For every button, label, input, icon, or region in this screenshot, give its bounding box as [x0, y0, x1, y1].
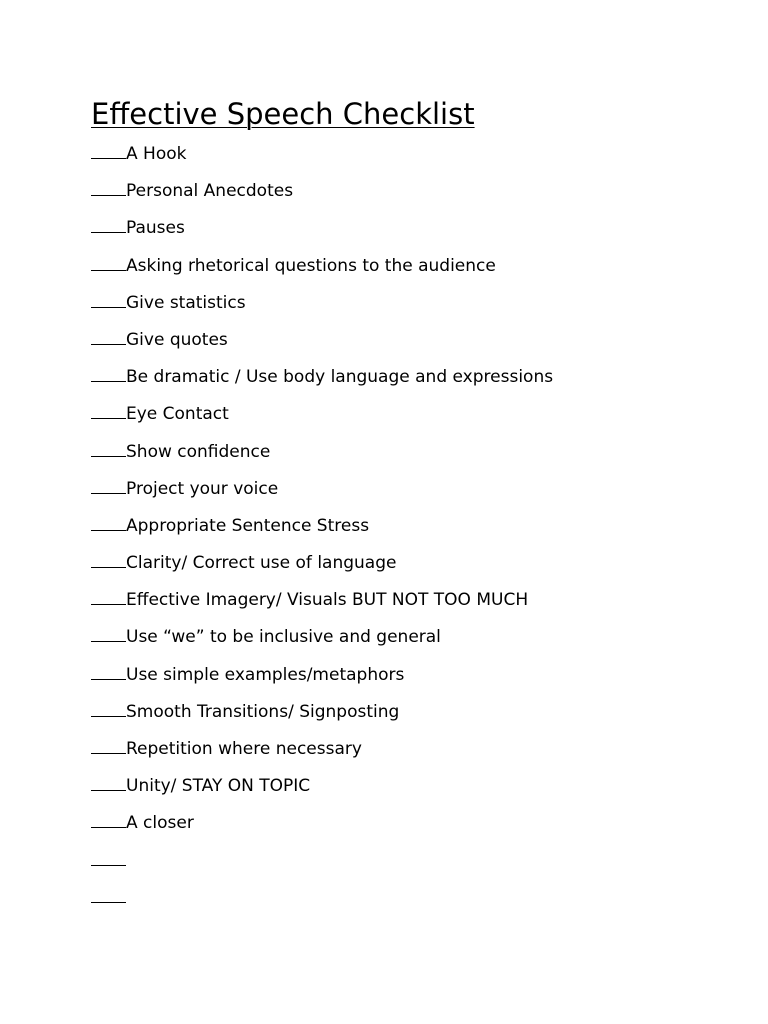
checklist-item-label: Be dramatic / Use body language and expressions — [126, 367, 554, 388]
checklist-item-label: Show confidence — [126, 441, 271, 462]
checklist-item — [91, 440, 751, 477]
checklist-item — [91, 477, 751, 514]
checklist-item-label: A Hook — [126, 144, 187, 164]
document-page — [91, 96, 751, 923]
checklist-item-label: Unity/ STAY ON TOPIC — [126, 776, 311, 797]
checkbox-blank-line — [91, 625, 126, 642]
checklist-item-label: Give statistics — [126, 292, 246, 313]
checklist-item — [91, 142, 751, 179]
checkbox-blank-line — [91, 663, 126, 680]
checklist-item — [91, 402, 751, 439]
checkbox-blank-line — [91, 477, 126, 494]
checklist-item-label: A closer — [126, 813, 194, 834]
checklist-item-label: Eye Contact — [126, 404, 229, 425]
checkbox-blank-line — [91, 774, 126, 791]
checklist-item — [91, 737, 751, 774]
checklist-item-label: Pauses — [126, 218, 185, 239]
checkbox-blank-line — [91, 737, 126, 754]
checklist-item — [91, 663, 751, 700]
checklist-item-label: Personal Anecdotes — [126, 181, 294, 202]
checklist-item — [91, 625, 751, 662]
checkbox-blank-line — [91, 886, 126, 903]
checkbox-blank-line — [91, 811, 126, 828]
checklist-item — [91, 811, 751, 848]
checkbox-blank-line — [91, 514, 126, 531]
checklist-item-empty — [91, 849, 751, 886]
checkbox-blank-line — [91, 216, 126, 233]
checklist-item — [91, 254, 751, 291]
checkbox-blank-line — [91, 551, 126, 568]
checklist-item — [91, 179, 751, 216]
checklist-item — [91, 216, 751, 253]
checklist-item-label: Smooth Transitions/ Signposting — [126, 701, 400, 722]
checklist-item-label: Repetition where necessary — [126, 739, 362, 759]
page-title: Effective Speech Checklist — [91, 97, 475, 131]
checklist-item-label: Use simple examples/metaphors — [126, 664, 405, 685]
checklist-item-label: Clarity/ Correct use of language — [126, 553, 397, 574]
speech-checklist — [91, 142, 751, 923]
checklist-item — [91, 700, 751, 737]
checkbox-blank-line — [91, 254, 126, 271]
checkbox-blank-line — [91, 700, 126, 717]
checkbox-blank-line — [91, 849, 126, 866]
checkbox-blank-line — [91, 179, 126, 196]
checklist-item-empty — [91, 886, 751, 923]
checklist-item-label: Use “we” to be inclusive and general — [126, 627, 441, 648]
checklist-item — [91, 588, 751, 625]
checklist-item — [91, 365, 751, 402]
checkbox-blank-line — [91, 142, 126, 159]
checkbox-blank-line — [91, 365, 126, 382]
checklist-item — [91, 328, 751, 365]
checkbox-blank-line — [91, 328, 126, 345]
checklist-item-label: Asking rhetorical questions to the audience — [126, 255, 496, 276]
checklist-item-label: Effective Imagery/ Visuals BUT NOT TOO MUCH — [126, 590, 529, 611]
checklist-item — [91, 514, 751, 551]
checkbox-blank-line — [91, 291, 126, 308]
checklist-item — [91, 291, 751, 328]
checkbox-blank-line — [91, 588, 126, 605]
checklist-item — [91, 551, 751, 588]
checkbox-blank-line — [91, 440, 126, 457]
checklist-item-label: Project your voice — [126, 478, 279, 499]
checklist-item — [91, 774, 751, 811]
checkbox-blank-line — [91, 402, 126, 419]
checklist-item-label: Appropriate Sentence Stress — [126, 515, 370, 536]
checklist-item-label: Give quotes — [126, 329, 228, 350]
